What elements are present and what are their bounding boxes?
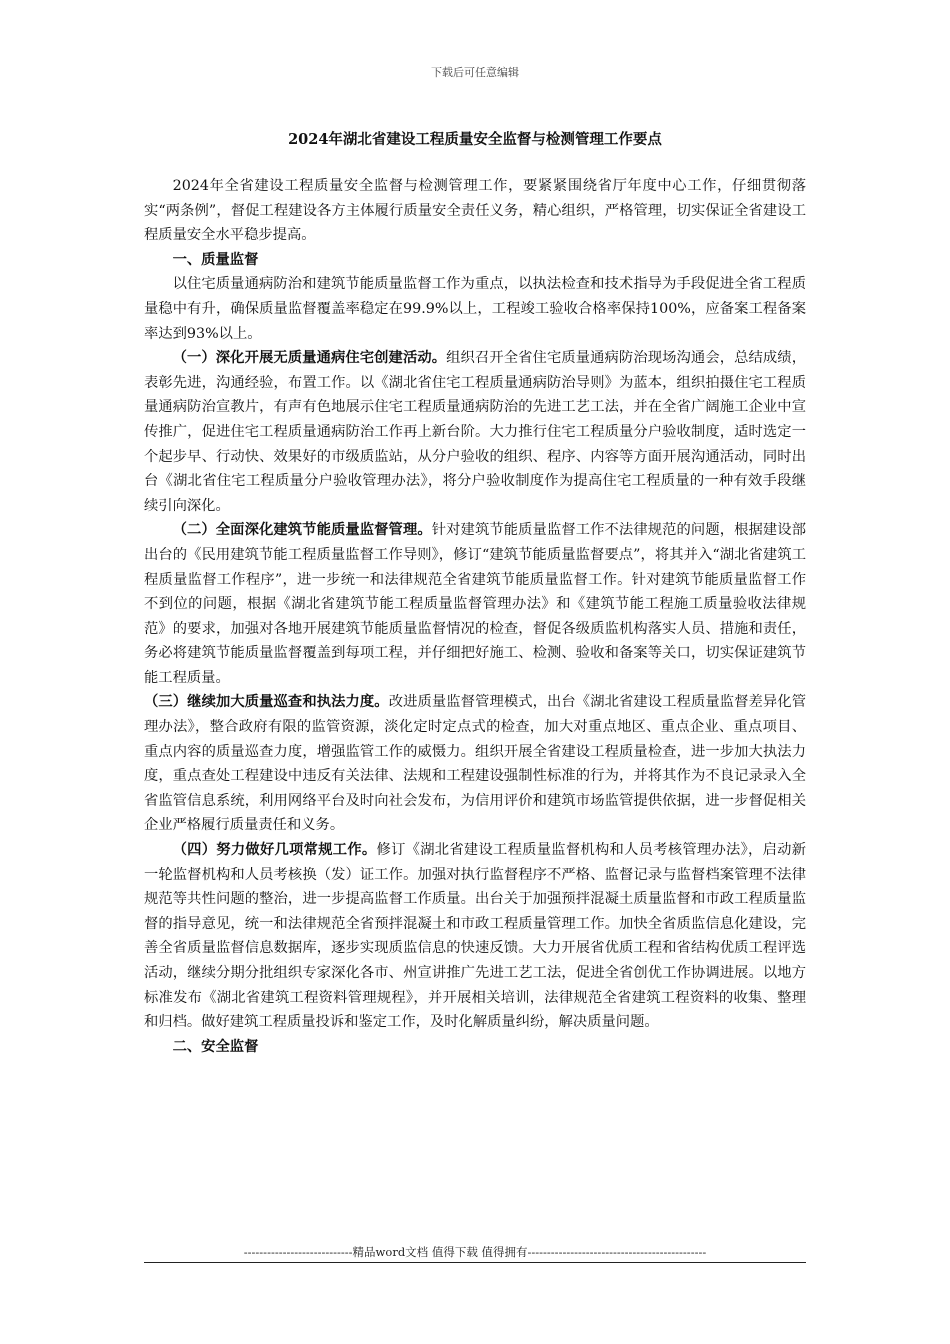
item-paragraph <box>144 690 806 838</box>
document-title: 2024年湖北省建设工程质量安全监督与检测管理工作要点 <box>288 131 662 148</box>
section-heading-quality: 一、质量监督 <box>172 251 259 268</box>
item-lead: （二）全面深化建筑节能质量监督管理。 <box>172 522 432 539</box>
item-paragraph <box>144 838 806 1035</box>
section-heading-safety: 二、安全监督 <box>172 1038 259 1055</box>
item-lead: （四）努力做好几项常规工作。 <box>172 842 377 859</box>
item-text: 改进质量监督管理模式，出台《湖北省建设工程质量监督差异化管理办法》，整合政府有限的监管资源，淡化定时定点式的检查，加大对重点地区、重点企业、重点项目、重点内容的质量巡查力度，增强监管工作的威慑力。组织开展全省建设工程质量检查，进一步加大执法力度，重点查处工程建设中违反有关法律、法规和工程建设强制性标准的行为，并将其作为不良记录录入全省监管信息系统，利用网络平台及时向社会发布，为信用评价和建筑市场监管提供依据，进一步督促相关企业严格履行质量责任和义务。 <box>144 694 806 834</box>
document-body <box>144 174 806 1059</box>
item-paragraph <box>144 346 806 518</box>
item-text: 针对建筑节能质量监督工作不法律规范的问题，根据建设部出台的《民用建筑节能工程质量监督工作导则》，修订“建筑节能质量监督要点”，将其并入“湖北省建筑工程质量监督工作程序”，进一步统一和法律规范全省建筑节能质量监督工作。针对建筑节能质量监督工作不到位的问题，根据《湖北省建筑节能工程质量监督管理办法》和《建筑节能工程施工质量验收法律规范》的要求，加强对各地开展建筑节能质量监督情况的检查，督促各级质监机构落实人员、措施和责任，务必将建筑节能质量监督覆盖到每项工程，并仔细把好施工、检测、验收和备案等关口，切实保证建筑节能工程质量。 <box>144 522 807 686</box>
page-header: 下载后可任意编辑 <box>431 66 519 79</box>
item-text: 组织召开全省住宅质量通病防治现场沟通会，总结成绩，表彰先进，沟通经验，布置工作。以《湖北省住宅工程质量通病防治导则》为蓝本，组织拍摄住宅工程质量通病防治宣教片，有声有色地展示住宅工程质量通病防治的先进工艺工法，并在全省广阔施工企业中宣传推广，促进住宅工程质量通病防治工作再上新台阶。大力推行住宅工程质量分户验收制度，适时选定一个起步早、行动快、效果好的市级质监站，从分户验收的组织、程序、内容等方面开展沟通活动，同时出台《湖北省住宅工程质量分户验收管理办法》，将分户验收制度作为提高住宅工程质量的一种有效手段继续引向深化。 <box>144 350 806 514</box>
item-lead: （一）深化开展无质量通病住宅创建活动。 <box>172 350 447 367</box>
footer-divider <box>144 1262 806 1263</box>
section-intro-paragraph: 以住宅质量通病防治和建筑节能质量监督工作为重点，以执法检查和技术指导为手段促进全省工程质量稳中有升，确保质量监督覆盖率稳定在99.9%以上，工程竣工验收合格率保持100%，应备案工程备案率达到93%以上。 <box>144 276 806 342</box>
item-paragraph <box>144 518 806 690</box>
intro-paragraph: 2024年全省建设工程质量安全监督与检测管理工作，要紧紧围绕省厅年度中心工作，仔细贯彻落实“两条例”，督促工程建设各方主体履行质量安全责任义务，精心组织，严格管理，切实保证全省建设工程质量安全水平稳步提高。 <box>144 178 806 244</box>
item-text: 修订《湖北省建设工程质量监督机构和人员考核管理办法》，启动新一轮监督机构和人员考核换（发）证工作。加强对执行监督程序不严格、监督记录与监督档案管理不法律规范等共性问题的整治，进一步提高监督工作质量。出台关于加强预拌混凝土质量监督和市政工程质量监督的指导意见，统一和法律规范全省预拌混凝土和市政工程质量管理工作。加快全省质监信息化建设，完善全省质量监督信息数据库，逐步实现质监信息的快速反馈。大力开展省优质工程和省结构优质工程评选活动，继续分期分批组织专家深化各市、州宣讲推广先进工艺工法，促进全省创优工作协调进展。以地方标准发布《湖北省建筑工程资料管理规程》，并开展相关培训，法律规范全省建筑工程资料的收集、整理和归档。做好建筑工程质量投诉和鉴定工作，及时化解质量纠纷，解决质量问题。 <box>144 842 806 1031</box>
item-lead: （三）继续加大质量巡查和执法力度。 <box>144 694 389 711</box>
page-footer: ----------------------------精品word文档 值得下载 值得拥有---------------------------------------------- <box>243 1245 707 1259</box>
